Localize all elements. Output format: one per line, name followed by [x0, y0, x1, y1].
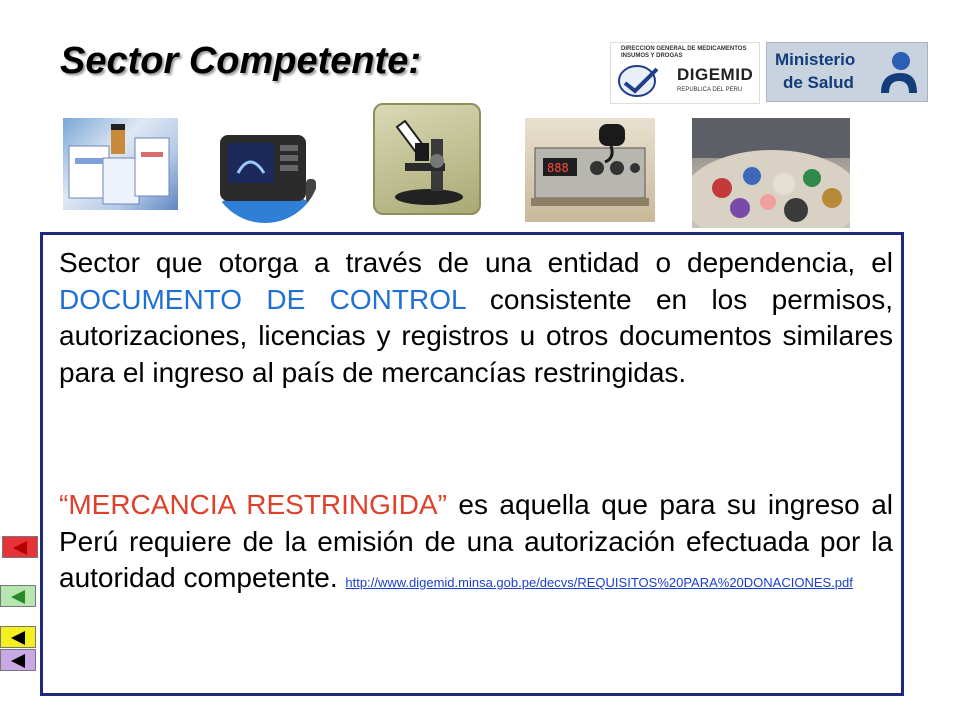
svg-text:888: 888: [547, 161, 569, 175]
microscope-photo: [373, 103, 481, 215]
paragraph1-text-a: Sector que otorga a través de una entidad o dependencia, el: [59, 247, 893, 278]
minsa-logo-line2: de Salud: [783, 73, 854, 92]
definition-text-box: [40, 232, 904, 696]
sector-definition-paragraph: [59, 245, 893, 391]
medicine-boxes-photo: [63, 118, 178, 210]
minsa-emblem-icon: [877, 49, 919, 97]
paragraph1-text-b: consistente en los permisos, autorizaciones, licencias y registros u otros documentos similares para el ingreso al país de mercancías restringidas.: [59, 283, 893, 388]
nav-back-yellow-button[interactable]: [0, 626, 36, 648]
nav-back-red-button[interactable]: [2, 536, 38, 558]
digemid-emblem-icon: [617, 63, 673, 99]
paragraph2-text: es aquella que para su ingreso al Perú requiere de la emisión de una autorización efectuada por la autoridad competente.: [59, 489, 893, 593]
restricted-goods-paragraph: [59, 487, 893, 602]
minsa-logo-line1: Ministerio: [775, 50, 856, 69]
page-title: Sector Competente:: [60, 40, 422, 82]
restricted-goods-highlight: “MERCANCIA RESTRINGIDA”: [59, 489, 447, 520]
back-arrow-icon: [13, 541, 27, 555]
donated-clothing-pile-photo: [692, 118, 850, 228]
ultrasound-device-photo: [210, 123, 320, 223]
control-document-highlight: DOCUMENTO DE CONTROL: [59, 283, 466, 315]
back-arrow-icon: [11, 631, 25, 645]
back-arrow-icon: [11, 590, 25, 604]
digemid-logo-subtext: REPUBLICA DEL PERU: [677, 87, 743, 93]
digemid-logo-top-text: DIRECCION GENERAL DE MEDICAMENTOS INSUMOS Y DROGAS: [621, 46, 747, 59]
nav-back-purple-button[interactable]: [0, 649, 36, 671]
digemid-requirements-link[interactable]: http://www.digemid.minsa.gob.pe/decvs/REQUISITOS%20PARA%20DONACIONES.pdf: [345, 575, 853, 590]
digemid-logo-name: DIGEMID: [677, 65, 754, 84]
minsa-logo: [766, 42, 928, 102]
nav-back-green-button[interactable]: [0, 585, 36, 607]
back-arrow-icon: [11, 654, 25, 668]
digemid-logo: [610, 42, 760, 104]
radio-equipment-photo: [525, 118, 655, 222]
